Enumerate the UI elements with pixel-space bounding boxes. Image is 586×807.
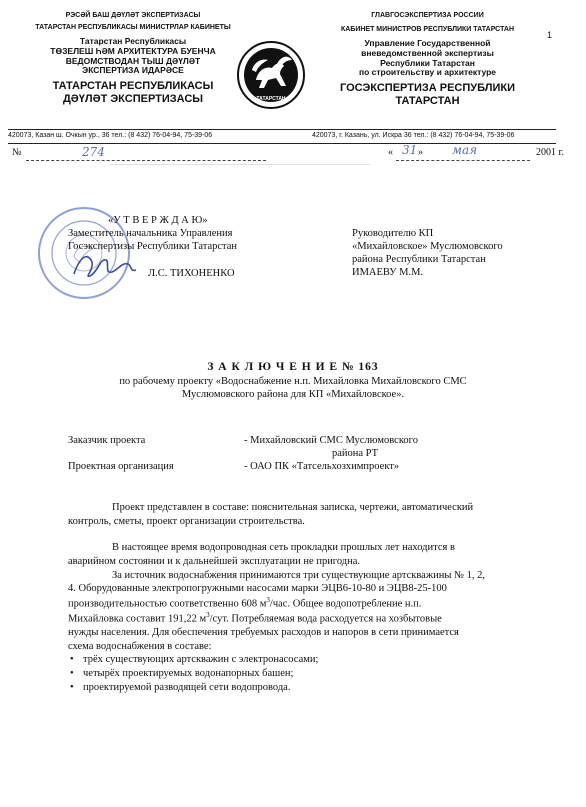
reg-date-line [396,160,530,161]
approval-left [68,214,308,281]
reg-date-open: « [388,147,393,158]
header-left [8,8,258,105]
customer-value-line-2: района РТ [332,448,379,460]
list-item: • трёх существующих артскважин с электронасосами; [68,653,528,667]
paragraph-3-line-1: За источник водоснабжения принимаются три существующие артскважины № 1, 2, [112,569,486,581]
paragraph-3-line-3 [68,596,528,611]
customer-value-line-1: - Михайловский СМС Муслюмовского [244,435,418,446]
header-right-line-7: ГОСЭКСПЕРТИЗА РЕСПУБЛИКИ [340,82,515,95]
paragraph-3-line-4-b: /сут. Потребляемая вода расходуется на хозбытовые [209,613,442,625]
document-title-block [60,360,526,401]
paragraph-3-line-3-sup: 3 [266,595,270,604]
body-text [68,501,528,695]
approval-right [352,227,562,280]
list-item: • проектируемой разводящей сети водопровода. [68,681,528,695]
header-left-line-7: ТАТАРСТАН РЕСПУБЛИКАСЫ [52,80,214,93]
header-left-line-2: ТАТАРСТАН РЕСПУБЛИКАСЫ МИНИСТРЛАР КАБИНЕТЫ [35,24,231,32]
approval-right-line-2: «Михайловское» Муслюмовского [352,241,503,253]
org-label: Проектная организация [68,461,174,472]
paragraph-3-line-2: 4. Оборудованные электропогружными насосами марки ЭЦВ6-10-80 и ЭЦВ8-25-100 [68,583,447,595]
header-right-line-5: Республики Татарстан [380,57,475,68]
paragraph-2-line-1: В настоящее время водопроводная сеть прокладки прошлых лет находится в [112,542,455,554]
customer-value [244,434,544,460]
reg-number-value: 274 [82,145,105,159]
paragraph-3-line-3-b: /час. Общее водопотребление н.п. [269,598,422,610]
paragraph-2-line-2: аварийном состоянии и к дальнейшей эксплуатации не пригодна. [68,555,361,567]
header-left-line-3: Татарстан Республикасы [79,36,187,47]
reg-number-label: № [12,147,22,158]
reg-date-year: 2001 г. [536,147,564,158]
reg-date-month: мая [452,143,478,157]
approval-right-line-1: Руководителю КП [352,228,434,239]
faint-watermark-1 [110,164,370,171]
header-left-line-5: ВЕДОМСТВОДАН ТЫШ ДӘҮЛӘТ [65,55,201,66]
approval-left-line-2: Заместитель начальника Управления [68,228,233,240]
reg-date-mid: » [418,147,423,158]
paragraph-3-line-4 [68,611,528,626]
document-title: З А К Л Ю Ч Е Н И Е № 163 [207,361,379,373]
document-subtitle-1: по рабочему проекту «Водоснабжение н.п. Михайловка Михайловского СМС [119,375,467,387]
paragraph-3-line-6: схема водоснабжения в составе: [68,640,212,652]
paragraph-3-line-4-a: Михайловка составит 191,22 м [68,613,207,625]
header-right-line-4: вневедомственной экспертизы [361,47,494,58]
document-subtitle-2: Муслюмовского района для КП «Михайловское». [181,389,405,401]
paragraph-1-line-2: контроль, сметы, проект организации строительства. [68,515,305,527]
header-left-line-1: РЭСӘЙ БАШ ДӘҮЛӘТ ЭКСПЕРТИЗАСЫ [65,12,201,19]
approval-right-line-4: ИМАЕВУ М.М. [352,267,424,279]
customer-label: Заказчик проекта [68,435,146,446]
header-right-line-8: ТАТАРСТАН [395,94,460,107]
header-left-line-6: ЭКСПЕРТИЗА ИДАРӘСЕ [82,65,184,76]
header-right-line-6: по строительству и архитектуре [358,67,497,78]
paragraph-3-line-5: нужды населения. Для обеспечения требуемых расходов и напоров в сети принимается [68,627,459,639]
header-left-line-8: ДӘҮЛӘТ ЭКСПЕРТИЗАСЫ [62,92,204,105]
header-right-line-2: КАБИНЕТ МИНИСТРОВ РЕСПУБЛИКИ ТАТАРСТАН [340,26,515,34]
header-left-line-4: ТӨЗЕЛЕШ ҺӘМ АРХИТЕКТУРА БУЕНЧА [50,45,216,56]
header-right-line-1: ГЛАВГОСЭКСПЕРТИЗА РОССИИ [371,12,484,19]
header-right [310,8,545,107]
reg-date-day: 31 [402,143,418,157]
approval-left-line-1: «У Т В Е Р Ж Д А Ю» [108,215,208,226]
address-right: 420073, г. Казань, ул. Искра 36 тел.: (8 432) 76-04-94, 75-39-06 [312,132,515,139]
emblem-seal-icon [236,40,306,110]
approval-left-line-4: Л.С. ТИХОНЕНКО [148,268,235,280]
approval-left-line-3: Госэкспертизы Республики Татарстан [68,241,238,253]
components-list [68,653,528,695]
list-item: • четырёх проектируемых водонапорных башен; [68,667,528,681]
paragraph-3-line-4-sup: 3 [206,610,210,619]
reg-number-line [26,160,266,161]
paragraph-1-line-1: Проект представлен в составе: пояснительная записка, чертежи, автоматический [112,502,474,513]
approval-right-line-3: района Республики Татарстан [352,254,486,266]
paragraph-3-line-3-a: производительностью соответственно 608 м [68,598,267,610]
header-right-line-3: Управление Государственной [364,38,491,49]
address-left: 420073, Казан ш. Очкын ур., 36 тел.: (8 432) 76-04-94, 75-39-06 [8,132,213,139]
page-number: 1 [546,30,552,40]
header-rule-top [8,129,556,130]
org-value: - ОАО ПК «Татсельхозхимпроект» [244,461,400,472]
emblem-caption: ТАТАРСТАН [256,96,286,102]
